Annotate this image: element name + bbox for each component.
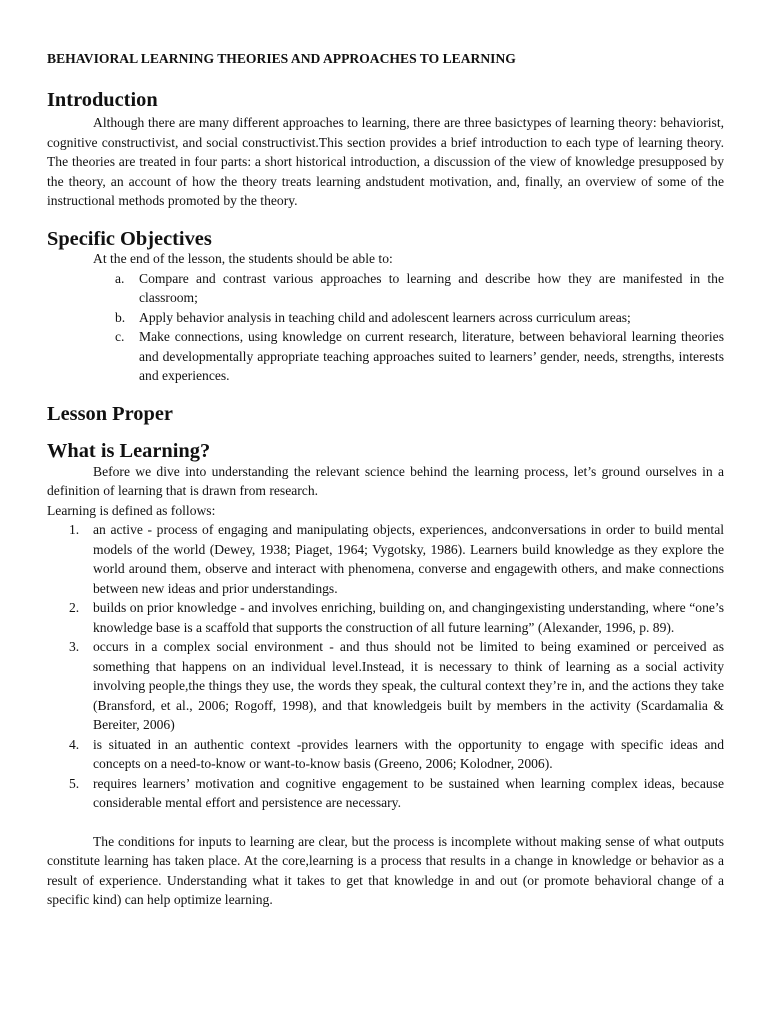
list-item-text: Apply behavior analysis in teaching child and adolescent learners across curriculum areas; [139, 309, 631, 325]
introduction-heading: Introduction [47, 88, 158, 111]
list-item-text: an active - process of engaging and manipulating objects, experiences, andconversations in order to build mental models of the world (Dewey, 1938; Piaget, 1964; Vygotsky, 1986). Learners build knowledge as they explore the world around them, observe and interact with phenomena, converse and engagewith others, and make connections between new ideas and prior understandings. [93, 522, 724, 596]
list-item [69, 520, 724, 598]
document-title: BEHAVIORAL LEARNING THEORIES AND APPROACHES TO LEARNING [47, 51, 516, 66]
learning-definition-list [47, 520, 724, 813]
conclusion-paragraph: The conditions for inputs to learning are clear, but the process is incomplete without making sense of what outputs constitute learning has taken place. At the core,learning is a process that results in a change in knowledge or behavior as a result of experience. Understanding what it takes to get that knowledge in and out (or promote behavioral change of a specific kind) can help optimize learning. [47, 833, 724, 907]
objectives-list [47, 269, 724, 386]
spacer [47, 386, 724, 405]
list-marker: b. [115, 309, 126, 325]
introduction-paragraph: Although there are many different approaches to learning, there are three basictypes of learning theory: behaviorist, cognitive constructivist, and social constructivist.This section provides a brief introduction to each type of learning theory. The theories are treated in four parts: a short historical introduction, a discussion of the view of knowledge presupposed by the theory, an account of how the theory treats learning andstudent motivation, and, finally, an overview of some of the instructional methods promoted by the theory. [47, 115, 724, 208]
list-marker: 2. [69, 600, 80, 615]
lesson-proper-heading: Lesson Proper [47, 402, 173, 425]
list-item [115, 269, 724, 308]
list-marker: c. [115, 329, 125, 344]
list-item [69, 637, 724, 735]
list-item [69, 735, 724, 774]
what-is-learning-heading: What is Learning? [47, 440, 211, 462]
list-item [69, 598, 724, 637]
list-item-text: is situated in an authentic context -provides learners with the opportunity to engage with specific ideas and concepts on a need-to-know or want-to-know basis (Greeno, 2006; Kolodner, 2006). [93, 736, 724, 771]
list-item-text: Compare and contrast various approaches to learning and describe how they are manifested in the classroom; [139, 270, 724, 305]
spacer [47, 813, 724, 832]
spacer [47, 211, 724, 230]
what-is-learning-intro: Before we dive into understanding the relevant science behind the learning process, let’s ground ourselves in a definition of learning that is drawn from research. [47, 463, 724, 498]
list-item-text: Make connections, using knowledge on current research, literature, between behavioral learning theories and developmentally appropriate teaching approaches suited to learners’ gender, needs, strengths, interests and experiences. [139, 329, 724, 383]
list-item [115, 327, 724, 386]
learning-defined-lead: Learning is defined as follows: [47, 502, 216, 518]
list-marker: 3. [69, 639, 80, 654]
list-item [69, 774, 724, 813]
list-marker: 4. [69, 736, 80, 752]
list-item-text: requires learners’ motivation and cognitive engagement to be sustained when learning complex ideas, because considerable mental effort and persistence are necessary. [93, 775, 724, 810]
objectives-heading: Specific Objectives [47, 227, 212, 250]
list-item-text: occurs in a complex social environment - and thus should not be limited to being examined or perceived as something that happens on an individual level.Instead, it is necessary to think of learning as a social activity involving people,the things they use, the words they speak, the cultural context they’re in, and the actions they take (Bransford, et al., 2006; Rogoff, 1998), and that knowledgeis built by members in the activity (Scardamalia & Bereiter, 2006) [93, 639, 724, 732]
list-item [115, 308, 724, 328]
list-marker: 5. [69, 775, 80, 791]
objectives-lead: At the end of the lesson, the students should be able to: [93, 251, 393, 266]
list-marker: 1. [69, 522, 80, 537]
list-item-text: builds on prior knowledge - and involves enriching, building on, and changingexisting understanding, where “one’s knowledge base is a scaffold that supports the construction of all future learning” (Alexander, 1996, p. 89). [93, 600, 724, 635]
list-marker: a. [115, 270, 125, 286]
